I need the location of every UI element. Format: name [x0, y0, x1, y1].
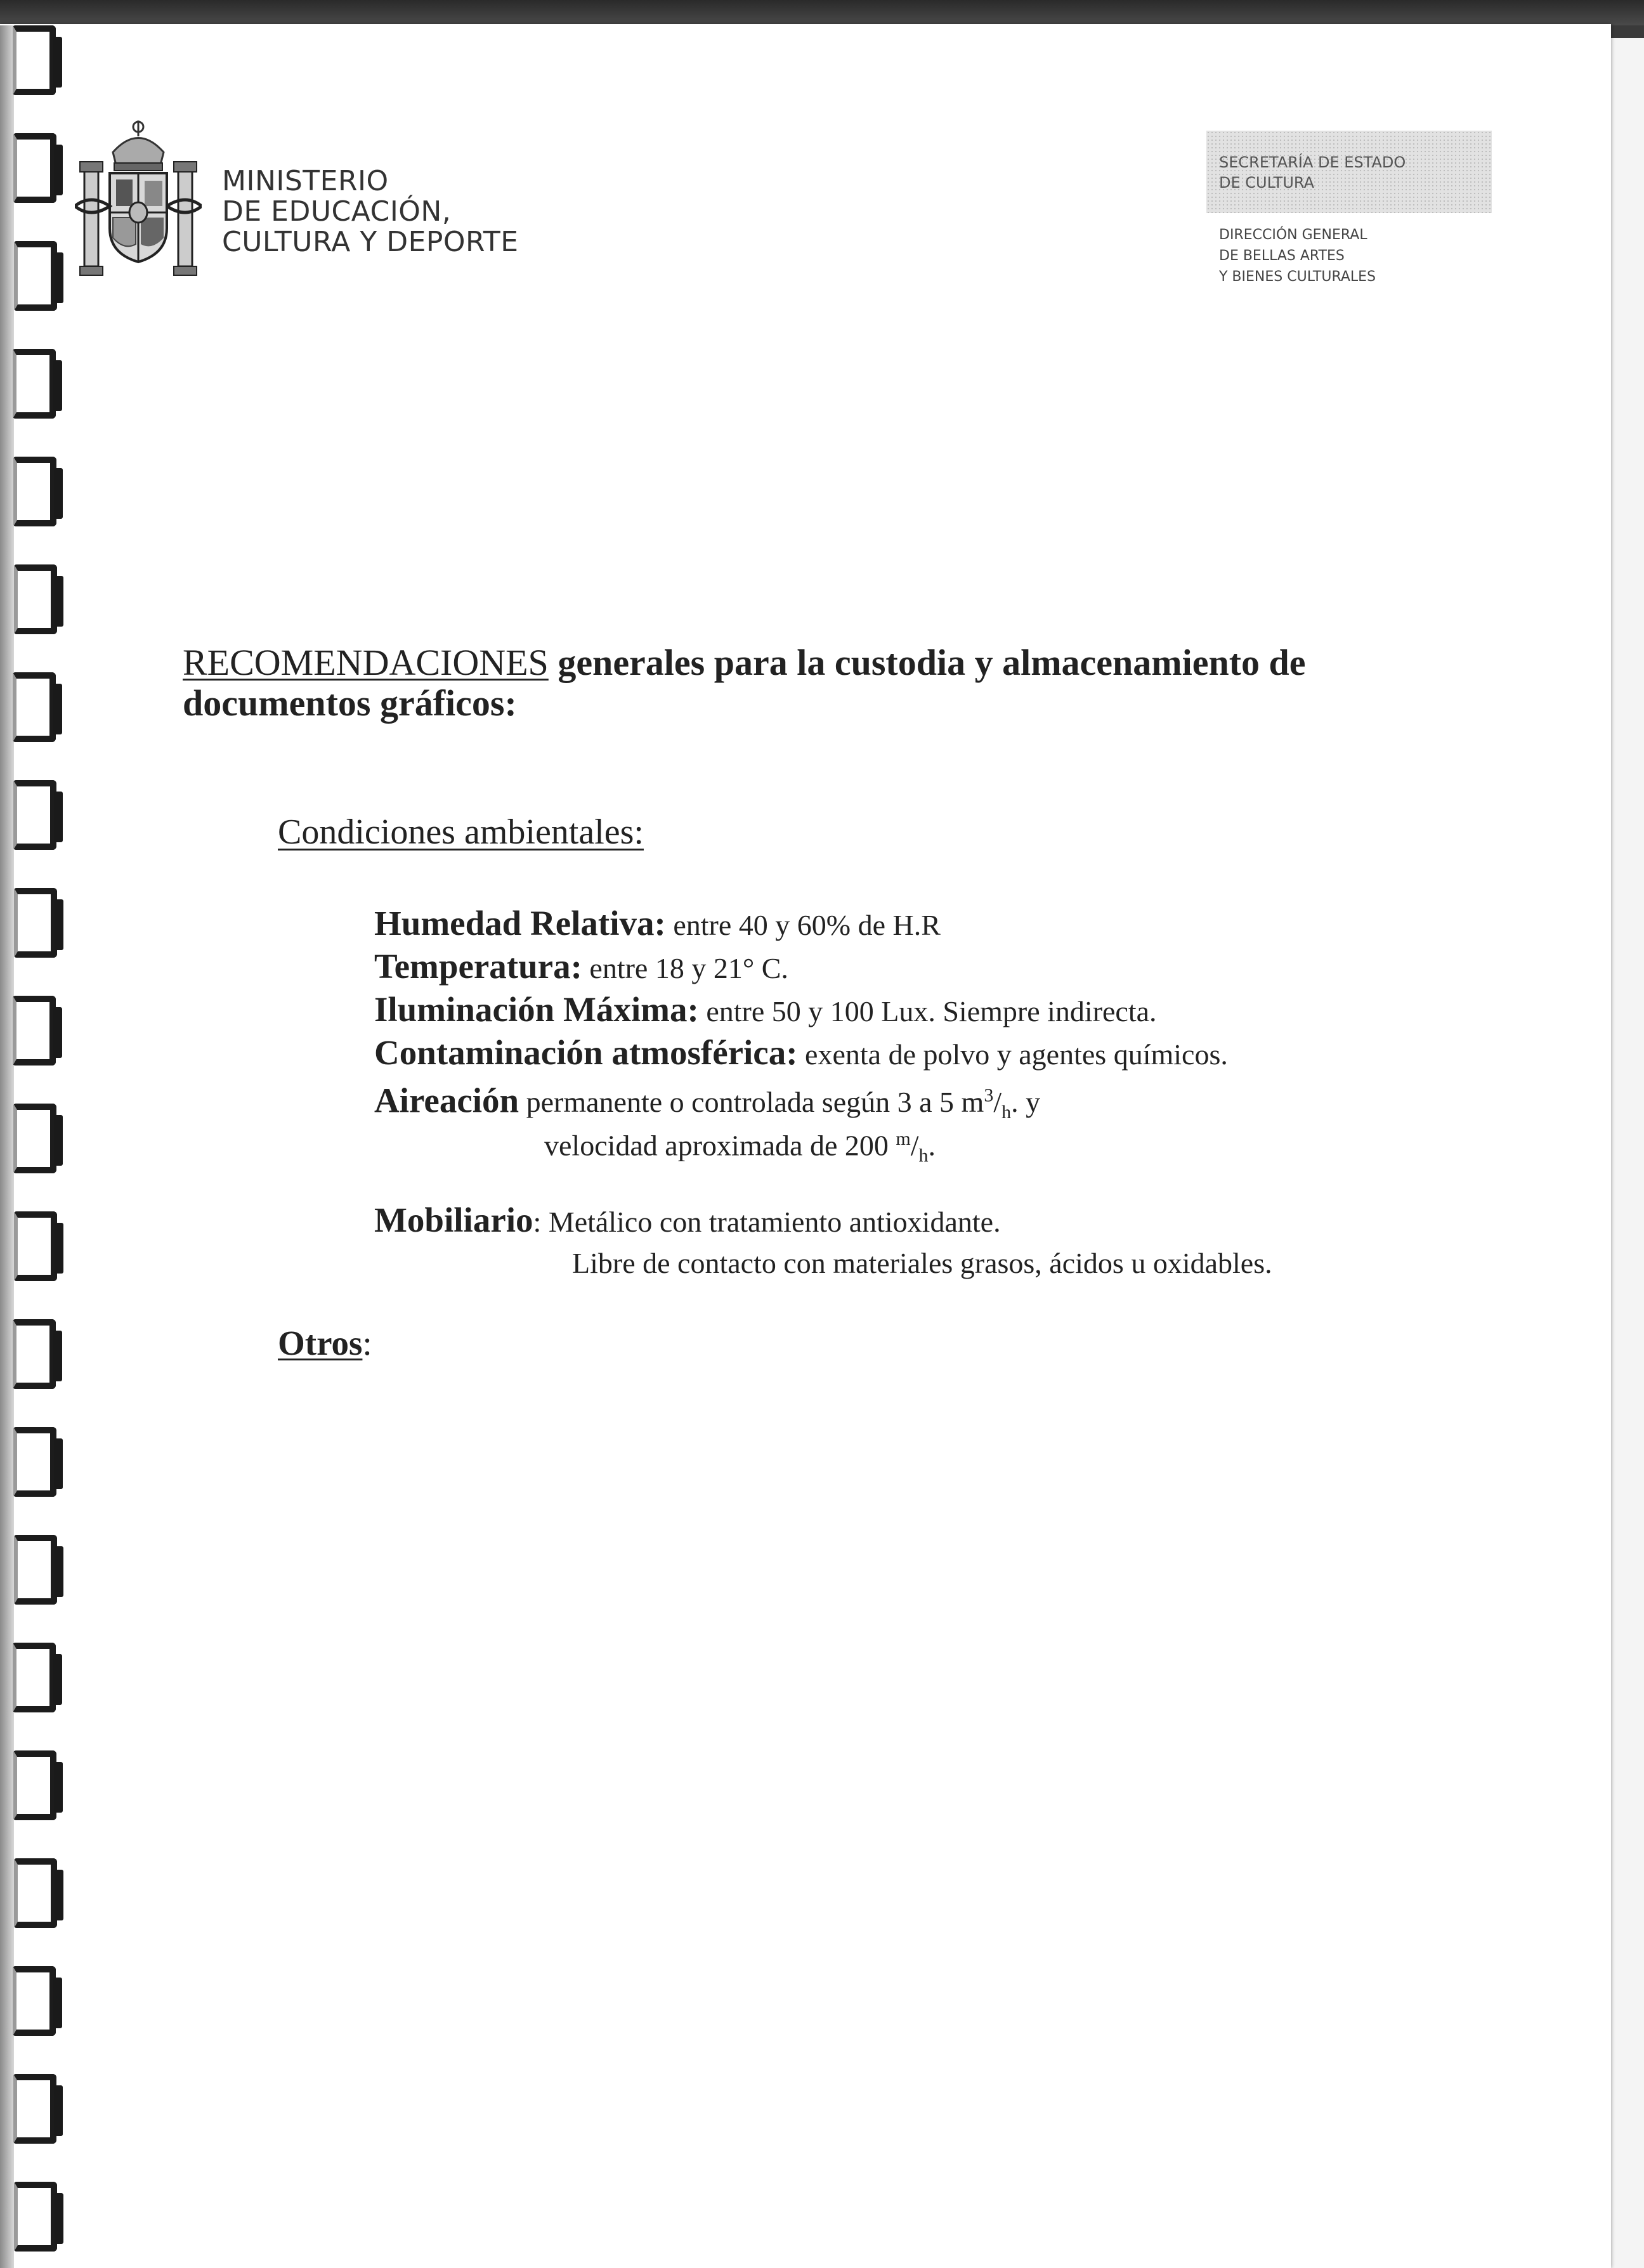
scanner-border	[0, 0, 1644, 25]
condition-contaminacion	[374, 1031, 1228, 1074]
binding-ring	[13, 1104, 56, 1173]
aireacion-sub: h	[1001, 1102, 1012, 1123]
binding-ring	[14, 564, 57, 634]
direccion-line: DE BELLAS ARTES	[1219, 248, 1345, 264]
section-heading-condiciones: Condiciones ambientales:	[278, 812, 644, 852]
binding-ring	[14, 1535, 57, 1605]
binding-ring	[13, 25, 56, 95]
binding-ring	[13, 780, 56, 850]
binding-ring	[14, 241, 57, 311]
binding-strip	[0, 25, 14, 2268]
aireacion-line2: velocidad aproximada de 200	[544, 1129, 896, 1162]
direccion-line: Y BIENES CULTURALES	[1219, 269, 1376, 285]
binding-ring	[14, 1211, 57, 1281]
secretaria-text	[1219, 152, 1406, 193]
mobiliario-colon: :	[533, 1206, 549, 1238]
document-title	[183, 642, 1451, 724]
secretaria-line: SECRETARÍA DE ESTADO	[1219, 153, 1406, 171]
aireacion-line2-end: .	[928, 1129, 936, 1162]
aireacion-sup: 3	[984, 1085, 994, 1106]
binding-ring	[13, 1966, 56, 2036]
condition-label: Iluminación Máxima:	[374, 990, 699, 1029]
binding-ring	[14, 1858, 57, 1928]
condition-label: Contaminación atmosférica:	[374, 1033, 798, 1072]
binding-ring	[13, 1427, 56, 1497]
condition-humedad	[374, 902, 1228, 945]
mobiliario-block	[374, 1199, 1272, 1285]
condition-aireacion-line2	[374, 1118, 1228, 1166]
condition-value	[519, 1085, 1041, 1123]
binding-ring	[13, 1750, 56, 1820]
condition-temperatura	[374, 945, 1228, 988]
ministry-line: DE EDUCACIÓN,	[222, 195, 452, 228]
aireacion-text-end: . y	[1011, 1086, 1041, 1119]
binding-ring	[13, 349, 56, 419]
mobiliario-line2: Libre de contacto con materiales grasos, ácidos u oxidables.	[572, 1247, 1272, 1279]
condition-iluminacion	[374, 988, 1228, 1031]
title-rest: generales para la custodia y almacenamiento de documentos gráficos:	[183, 642, 1306, 724]
condition-value: entre 18 y 21° C.	[582, 952, 788, 984]
binding-ring	[13, 1319, 56, 1389]
coat-of-arms-icon	[75, 117, 202, 282]
condition-aireacion	[374, 1074, 1228, 1123]
condition-value: entre 50 y 100 Lux. Siempre indirecta.	[698, 995, 1157, 1027]
condition-label: Humedad Relativa:	[374, 904, 666, 942]
condition-label: Aireación	[374, 1081, 519, 1120]
direccion-text	[1219, 225, 1376, 287]
otros-colon: :	[362, 1324, 372, 1362]
condition-value: exenta de polvo y agentes químicos.	[797, 1038, 1228, 1071]
mobiliario-line1	[374, 1199, 1272, 1242]
conditions-list	[374, 902, 1228, 1166]
aireacion-text: permanente o controlada según 3 a 5 m	[519, 1086, 984, 1119]
page-edge	[1611, 38, 1644, 2268]
otros-label: Otros	[278, 1324, 363, 1362]
binding-ring	[13, 996, 56, 1066]
binding-ring	[13, 457, 56, 526]
binding-ring	[13, 672, 56, 742]
condition-value: entre 40 y 60% de H.R	[665, 909, 941, 941]
direccion-line: DIRECCIÓN GENERAL	[1219, 227, 1367, 243]
ministry-line: MINISTERIO	[222, 165, 389, 197]
binding-ring	[14, 2182, 57, 2252]
binding-ring	[13, 133, 56, 203]
binding-ring	[13, 2074, 56, 2144]
mobiliario-label: Mobiliario	[374, 1201, 533, 1239]
ministry-name	[222, 166, 519, 257]
binding-ring	[14, 888, 57, 958]
spiral-binding	[0, 0, 89, 2268]
mobiliario-value: Metálico con tratamiento antioxidante.	[548, 1206, 1001, 1238]
secretaria-line: DE CULTURA	[1219, 174, 1315, 192]
aireacion-sup-m: m	[896, 1128, 911, 1149]
binding-ring	[13, 1643, 56, 1712]
section-heading-otros	[278, 1323, 372, 1363]
aireacion-slash-2: /	[910, 1129, 919, 1162]
title-lead: RECOMENDACIONES	[183, 642, 549, 683]
condition-label: Temperatura:	[374, 947, 582, 986]
aireacion-sub-h: h	[918, 1145, 929, 1166]
aireacion-slash: /	[993, 1086, 1002, 1119]
ministry-line: CULTURA Y DEPORTE	[222, 226, 519, 258]
